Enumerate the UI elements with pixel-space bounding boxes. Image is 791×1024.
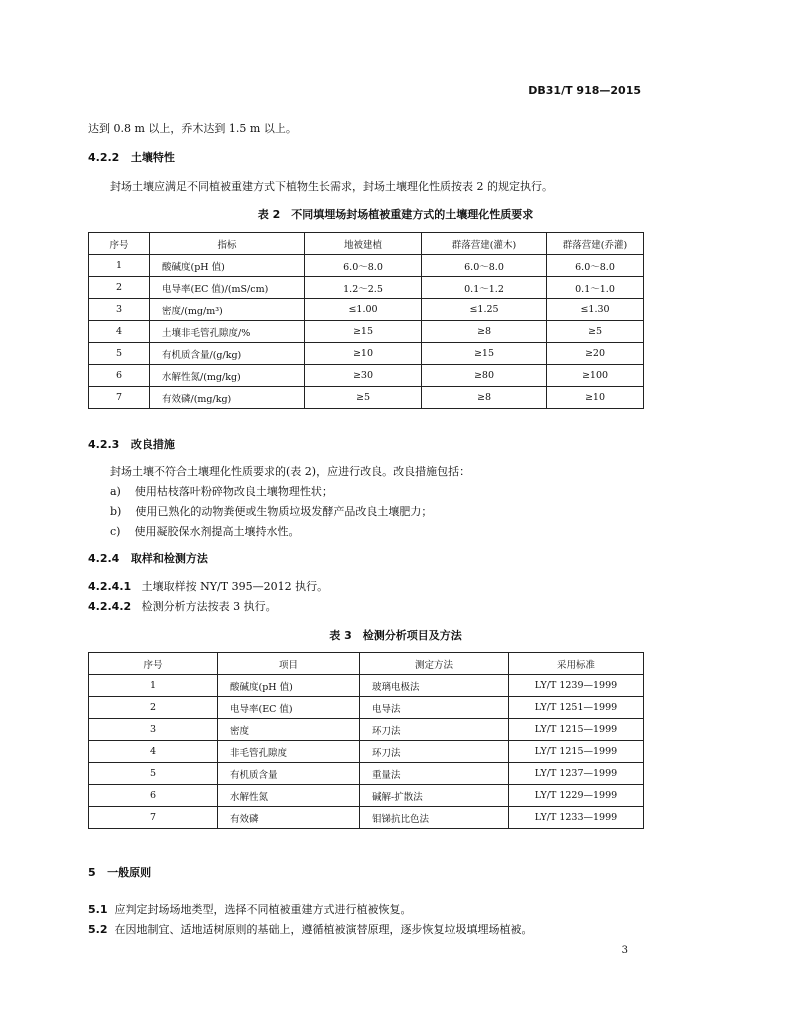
table-header-cell: 序号 <box>89 653 218 675</box>
table-2 <box>88 232 644 409</box>
section-number: 4.2.4.1 <box>88 580 132 593</box>
list-label: b) <box>110 505 122 518</box>
table-cell: 4 <box>89 321 150 343</box>
table-cell: 7 <box>89 807 218 829</box>
table-cell: ≥100 <box>547 365 644 387</box>
table-cell: LY/T 1239—1999 <box>509 675 644 697</box>
table-header-cell: 群落营建(乔灌) <box>547 233 644 255</box>
table-cell: ≥15 <box>422 343 547 365</box>
table-cell: 酸碱度(pH 值) <box>218 675 360 697</box>
section-title: 取样和检测方法 <box>130 552 208 565</box>
table-row <box>89 697 644 719</box>
table-cell: 电导法 <box>360 697 509 719</box>
table-header-cell: 地被建植 <box>305 233 422 255</box>
section-5-heading <box>88 864 151 880</box>
table-cell: 1 <box>89 675 218 697</box>
table-header-row <box>89 653 644 675</box>
table-cell: ≤1.25 <box>422 299 547 321</box>
table-cell: LY/T 1251—1999 <box>509 697 644 719</box>
section-text: 检测分析方法按表 3 执行。 <box>141 600 277 613</box>
table-header-cell: 指标 <box>150 233 305 255</box>
section-title: 一般原则 <box>107 866 152 879</box>
list-label: a) <box>110 485 121 498</box>
list-text: 使用已熟化的动物粪便或生物质垃圾发酵产品改良土壤肥力； <box>135 505 433 518</box>
table-header-cell: 群落营建(灌木) <box>422 233 547 255</box>
table-cell: 有效磷/(mg/kg) <box>150 387 305 409</box>
table-cell: ≥80 <box>422 365 547 387</box>
section-text: 在因地制宜、适地适树原则的基础上，遵循植被演替原理，逐步恢复垃圾填埋场植被。 <box>114 923 533 936</box>
table-header-row <box>89 233 644 255</box>
table-cell: ≥8 <box>422 321 547 343</box>
table-cell: 7 <box>89 387 150 409</box>
table-cell: 水解性氮/(mg/kg) <box>150 365 305 387</box>
table-cell: 土壤非毛管孔隙度/% <box>150 321 305 343</box>
table-cell: 有机质含量 <box>218 763 360 785</box>
table-cell: 6.0～8.0 <box>305 255 422 277</box>
table-cell: LY/T 1215—1999 <box>509 719 644 741</box>
table-cell: 2 <box>89 277 150 299</box>
table-row <box>89 741 644 763</box>
section-number: 4.2.4 <box>88 552 120 565</box>
table-3 <box>88 652 644 829</box>
table-cell: ≥15 <box>305 321 422 343</box>
table-header-cell: 测定方法 <box>360 653 509 675</box>
table-cell: 重量法 <box>360 763 509 785</box>
table-cell: 6 <box>89 785 218 807</box>
table-cell: 6 <box>89 365 150 387</box>
table-cell: 钼锑抗比色法 <box>360 807 509 829</box>
table-cell: 5 <box>89 763 218 785</box>
table-cell: 有效磷 <box>218 807 360 829</box>
table-header-cell: 采用标准 <box>509 653 644 675</box>
table-cell: LY/T 1229—1999 <box>509 785 644 807</box>
section-5-1 <box>88 901 412 917</box>
table-row <box>89 785 644 807</box>
section-number: 5 <box>88 866 96 879</box>
section-4-2-3-heading <box>88 436 175 452</box>
table-cell: ≥8 <box>422 387 547 409</box>
table-cell: 环刀法 <box>360 719 509 741</box>
table-cell: 电导率(EC 值) <box>218 697 360 719</box>
table-cell: 3 <box>89 299 150 321</box>
continuation-text: 达到 0.8 m 以上，乔木达到 1.5 m 以上。 <box>88 122 297 135</box>
section-4-2-4-1 <box>88 578 328 594</box>
table-cell: ≥5 <box>547 321 644 343</box>
table-row <box>89 719 644 741</box>
page-number: 3 <box>621 945 628 956</box>
table-cell: ≥20 <box>547 343 644 365</box>
table-cell: 非毛管孔隙度 <box>218 741 360 763</box>
table-row <box>89 321 644 343</box>
section-4-2-4-2 <box>88 598 277 614</box>
table-header-cell: 序号 <box>89 233 150 255</box>
table-cell: 1 <box>89 255 150 277</box>
section-4-2-2-paragraph: 封场土壤应满足不同植被重建方式下植物生长需求，封场土壤理化性质按表 2 的规定执行。 <box>110 180 553 193</box>
table-cell: LY/T 1215—1999 <box>509 741 644 763</box>
section-number: 4.2.4.2 <box>88 600 132 613</box>
table-cell: 电导率(EC 值)/(mS/cm) <box>150 277 305 299</box>
table-cell: 3 <box>89 719 218 741</box>
table-row <box>89 343 644 365</box>
table-row <box>89 255 644 277</box>
section-number: 5.2 <box>88 923 108 936</box>
table-cell: 0.1～1.2 <box>422 277 547 299</box>
list-item-a <box>110 483 333 499</box>
table-cell: 水解性氮 <box>218 785 360 807</box>
table-cell: 1.2～2.5 <box>305 277 422 299</box>
section-title: 土壤特性 <box>130 151 175 164</box>
table-cell: LY/T 1237—1999 <box>509 763 644 785</box>
table-row <box>89 277 644 299</box>
table-cell: 0.1～1.0 <box>547 277 644 299</box>
table-2-caption: 表 2 不同填埋场封场植被重建方式的土壤理化性质要求 <box>257 208 534 221</box>
table-cell: ≥30 <box>305 365 422 387</box>
table-cell: LY/T 1233—1999 <box>509 807 644 829</box>
section-number: 5.1 <box>88 903 108 916</box>
table-cell: ≥10 <box>547 387 644 409</box>
table-cell: 6.0～8.0 <box>422 255 547 277</box>
table-cell: 环刀法 <box>360 741 509 763</box>
table-cell: 2 <box>89 697 218 719</box>
section-4-2-2-heading <box>88 149 175 165</box>
table-cell: 5 <box>89 343 150 365</box>
list-text: 使用凝胶保水剂提高土壤持水性。 <box>134 525 300 538</box>
list-item-b <box>110 503 432 519</box>
table-cell: 密度/(mg/m³) <box>150 299 305 321</box>
table-row <box>89 365 644 387</box>
list-text: 使用枯枝落叶粉碎物改良土壤物理性状； <box>134 485 333 498</box>
section-title: 改良措施 <box>130 438 175 451</box>
section-text: 土壤取样按 NY/T 395—2012 执行。 <box>141 580 329 593</box>
section-text: 应判定封场场地类型，选择不同植被重建方式进行植被恢复。 <box>114 903 412 916</box>
table-row <box>89 763 644 785</box>
section-number: 4.2.2 <box>88 151 120 164</box>
table-header-cell: 项目 <box>218 653 360 675</box>
table-row <box>89 675 644 697</box>
section-5-2 <box>88 921 533 937</box>
table-3-caption: 表 3 检测分析项目及方法 <box>329 629 462 642</box>
section-4-2-3-paragraph: 封场土壤不符合土壤理化性质要求的(表 2)，应进行改良。改良措施包括： <box>110 465 471 478</box>
section-number: 4.2.3 <box>88 438 120 451</box>
table-cell: ≥10 <box>305 343 422 365</box>
table-cell: 6.0～8.0 <box>547 255 644 277</box>
table-cell: ≥5 <box>305 387 422 409</box>
list-item-c <box>110 523 299 539</box>
table-cell: ≤1.30 <box>547 299 644 321</box>
table-cell: 4 <box>89 741 218 763</box>
table-cell: 有机质含量/(g/kg) <box>150 343 305 365</box>
document-code: DB31/T 918—2015 <box>528 84 641 97</box>
table-cell: 酸碱度(pH 值) <box>150 255 305 277</box>
table-cell: 碱解-扩散法 <box>360 785 509 807</box>
table-cell: 密度 <box>218 719 360 741</box>
table-cell: ≤1.00 <box>305 299 422 321</box>
list-label: c) <box>110 525 121 538</box>
section-4-2-4-heading <box>88 550 208 566</box>
table-row <box>89 807 644 829</box>
table-cell: 玻璃电极法 <box>360 675 509 697</box>
table-row <box>89 387 644 409</box>
table-row <box>89 299 644 321</box>
